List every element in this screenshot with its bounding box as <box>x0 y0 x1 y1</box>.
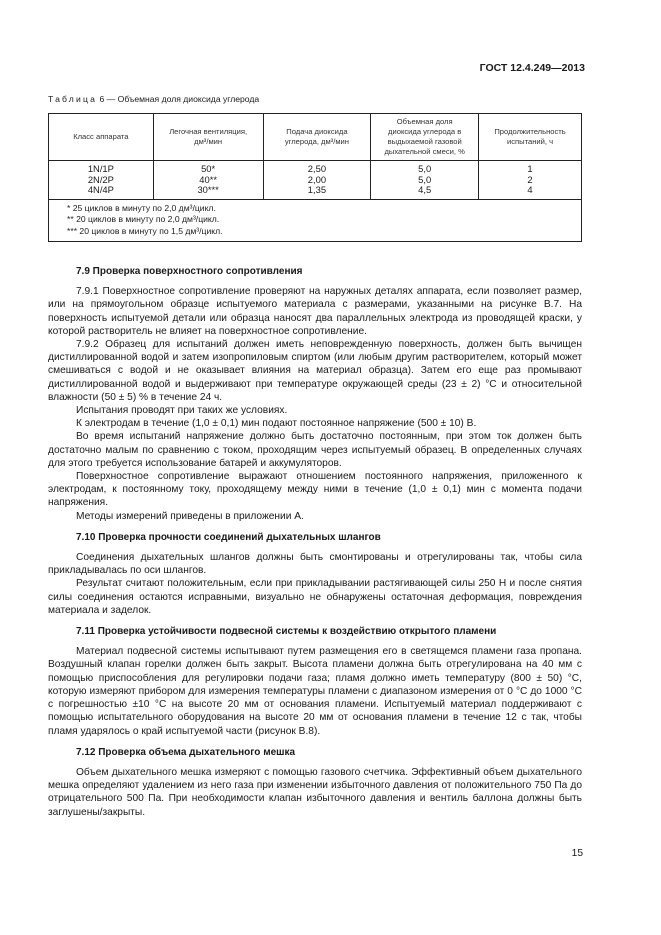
table-cell: 30*** <box>197 184 219 195</box>
table-note: *** 20 циклов в минуту по 1,5 дм³/цикл. <box>67 226 223 237</box>
table-cell: 40** <box>199 173 217 185</box>
table-cell: 1N/1P <box>87 163 114 174</box>
column-header <box>153 114 263 161</box>
column-header-line: Класс аппарата <box>73 132 129 141</box>
table-cell-column <box>371 161 479 200</box>
table-caption-label: Таблица <box>48 94 98 104</box>
section-paragraph: Испытания проводят при таких же условиях. <box>76 405 288 417</box>
column-header <box>371 114 479 161</box>
table-cell: 1 <box>527 163 533 174</box>
section-paragraph: Материал подвесной системы испытывают путем размещения его в светящемся пламени газа пропана. Воздушный клапан горелки должен быть закрыт. Высота пламени должна быть отрегулирована на 40 мм с помощью приспособления для регулировки подачи газа; пламя должно иметь температуру (800 ± 50) °С, которую измеряют прибором для измерения температуры пламени с диапазоном измерения от 0 °С до 1000 °С с погрешностью ±10 °С на высоте 20 мм от основания пламени. Испытуемый материал поддерживают с помощью испытательного оборудования на высоте 20 мм от основания пламени в течение 12 с так, чтобы пламя ударялось о край испытуемой части (рисунок В.8). <box>48 646 582 737</box>
table-values-row <box>49 161 582 200</box>
section-paragraph: 7.9.2 Образец для испытаний должен иметь неповрежденную поверхность, должен быть вычищен дистиллированной водой и затем изопропиловым спиртом (или любым другим растворителем, который может смешиваться с водой и не оказывает влияния на материал образца). Затем его еще раз промывают дистиллированной водой и выдерживают при температуре окружающей среды (23 ± 2) °С и относительной влажности (50 ± 5) % в течение 24 ч. <box>48 339 582 403</box>
section-heading: 7.12 Проверка объема дыхательного мешка <box>76 746 296 758</box>
column-header-line: испытаний, ч <box>507 137 554 146</box>
section-paragraph: Во время испытаний напряжение должно быть достаточно постоянным, при этом ток должен быть достаточно малым по сравнению с током, проходящим через испытуемый образец. В определенных случаях для этого требуется использование батарей и аккумуляторов. <box>48 431 582 469</box>
table-caption <box>48 94 259 104</box>
column-header-line: Продолжительность <box>494 127 566 136</box>
column-header-line: Легочная вентиляция, <box>169 127 248 136</box>
table-cell: 2,00 <box>307 173 327 185</box>
section-paragraph: Соединения дыхательных шлангов должны быть смонтированы и отрегулированы так, чтобы сила прикладывалась по оси шлангов. <box>48 552 582 577</box>
table-note: * 25 циклов в минуту по 2,0 дм³/цикл. <box>67 202 216 213</box>
table-cell: 4 <box>527 184 533 195</box>
table-cell-column <box>49 161 154 200</box>
standard-designation: ГОСТ 12.4.249—2013 <box>479 62 585 74</box>
table-cell: 4N/4P <box>87 184 114 195</box>
column-header-line: углерода, дм³/мин <box>284 137 349 146</box>
column-header-line: дм³/мин <box>194 137 223 146</box>
table-header-row <box>49 114 582 161</box>
table-cell-column <box>263 161 371 200</box>
co2-table <box>48 113 582 242</box>
table-caption-text: 6 — Объемная доля диоксида углерода <box>99 94 260 104</box>
column-header-line: Подача диоксида <box>286 127 348 136</box>
table-cell-column <box>479 161 582 200</box>
table-cell: 5,0 <box>418 163 432 174</box>
section-paragraph: Поверхностное сопротивление выражают отношением постоянного напряжения, приложенного к электродам, к постоянному току, проходящему между ними в течение (1,0 ± 0,1) мин с момента подачи напряжения. <box>48 471 582 509</box>
column-header <box>263 114 371 161</box>
table-cell: 4,5 <box>418 184 432 195</box>
table-cell: 5,0 <box>418 173 432 185</box>
page-number: 15 <box>571 848 583 859</box>
section-heading: 7.10 Проверка прочности соединений дыхательных шлангов <box>76 531 381 543</box>
column-header <box>479 114 582 161</box>
table-notes-row <box>49 199 582 241</box>
table-cell-column <box>153 161 263 200</box>
column-header <box>49 114 154 161</box>
column-header-line: диоксида углерода в <box>388 127 462 136</box>
section-paragraph: К электродам в течение (1,0 ± 0,1) мин подают постоянное напряжение (500 ± 10) В. <box>76 418 477 430</box>
section-paragraph: 7.9.1 Поверхностное сопротивление проверяют на наружных деталях аппарата, если позволяет размер, или на прямоугольном образце испытуемого материала с размерами, указанными на рисунке В.7. На поверхность испытуемой детали или образца наносят два параллельных электрода из проводящей краски, у которой растворитель не влияет на поверхностное сопротивление. <box>48 286 582 337</box>
section-heading: 7.9 Проверка поверхностного сопротивления <box>76 266 303 277</box>
table-note: ** 20 циклов в минуту по 2,0 дм³/цикл. <box>67 214 220 225</box>
table-cell: 2,50 <box>307 163 327 174</box>
table-cell: 2 <box>527 173 533 185</box>
table-cell: 2N/2P <box>87 173 114 185</box>
table-cell: 50* <box>201 163 216 174</box>
table-notes <box>49 199 582 241</box>
column-header-line: выдыхаемой газовой <box>387 137 462 146</box>
section-paragraph: Объем дыхательного мешка измеряют с помощью газового счетчика. Эффективный объем дыхательного мешка определяют удалением из него газа при изменении избыточного давления от положительного 750 Па до отрицательного 500 Па. При необходимости клапан избыточного давления и вентиль баллона должны быть заглушены/закрыты. <box>48 766 582 818</box>
section-heading: 7.11 Проверка устойчивости подвесной системы к воздействию открытого пламени <box>76 626 497 638</box>
section-paragraph: Результат считают положительным, если при прикладывании растягивающей силы 250 Н и после снятия силы соединения остаются исправными, визуально не обнаружены остаточная деформация, повреждения материала и заделок. <box>48 578 582 616</box>
column-header-line: Объемная доля <box>396 117 453 126</box>
document-body <box>48 257 582 819</box>
section-paragraph: Методы измерений приведены в приложении А. <box>76 510 304 522</box>
table-cell: 1,35 <box>307 184 327 195</box>
column-header-line: дыхательной смеси, % <box>384 147 465 156</box>
